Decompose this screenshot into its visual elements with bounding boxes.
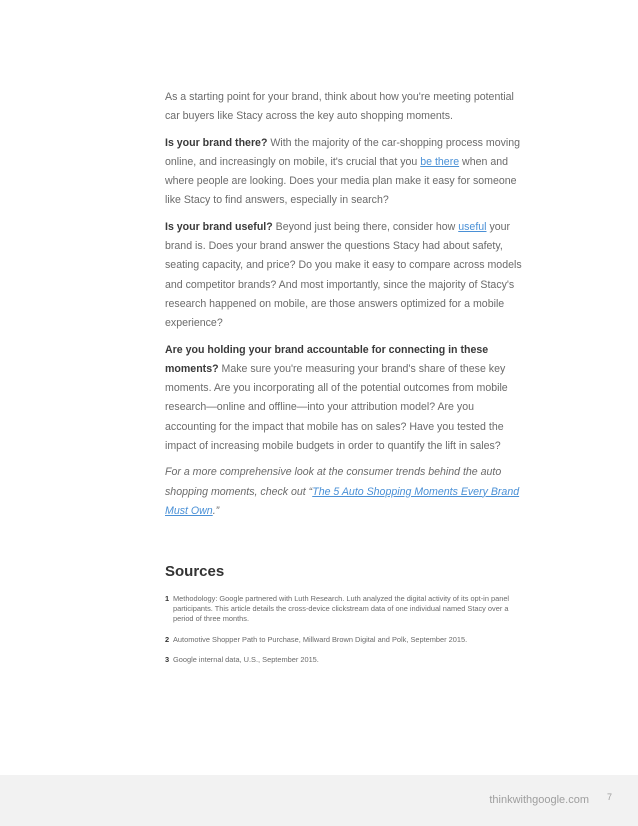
further-reading-text-a: For a more comprehensive look at the consumer trends behind the auto shopping moments, check out “ [165,466,502,498]
brand-accountable-text: Make sure you're measuring your brand's share of these key moments. Are you incorporating all of the potential outcomes from mobile research—online and offline—into your attribution model? Are you accounting for the impact that mobile has on sales? Have you tested the impact of increasing mobile budgets in order to quantify the lift in sales? [165,362,508,453]
source-text: Methodology: Google partnered with Luth Research. Luth analyzed the digital activity of its opt-in panel participants. This article details the cross-device clickstream data of one individual named Stacy over a period of three months. [173,594,510,624]
source-text: Google internal data, U.S., September 2015. [173,654,319,664]
brand-there-paragraph [165,134,527,211]
further-reading-paragraph [165,463,527,521]
brand-accountable-paragraph [165,341,527,457]
brand-accountable-heading: Are you holding your brand accountable for connecting in these moments? [165,343,489,375]
brand-useful-heading: Is your brand useful? [165,220,273,233]
brand-there-heading: Is your brand there? [165,136,268,149]
brand-useful-text-a: Beyond just being there, consider how [272,220,459,233]
be-there-link[interactable]: be there [420,155,460,168]
sources-list [165,594,525,675]
page-number: 7 [606,792,612,802]
intro-paragraph: As a starting point for your brand, think about how you're meeting potential car buyers like Stacy across the key auto shopping moments. [165,91,514,123]
useful-link[interactable]: useful [458,220,487,233]
source-item [165,655,525,665]
brand-there-text-b: when and where people are looking. Does your media plan make it easy for someone like Stacy to find answers, especially in search? [165,155,517,207]
article-body [165,88,527,528]
source-item [165,594,525,625]
source-item [165,635,525,645]
page-footer [0,775,638,826]
auto-shopping-moments-link[interactable]: The 5 Auto Shopping Moments Every Brand Must Own [165,485,520,517]
brand-there-text-a: With the majority of the car-shopping process moving online, and increasingly on mobile, it's crucial that you [165,136,521,168]
sources-title: Sources [165,563,225,580]
footer-site-link[interactable]: thinkwithgoogle.com [489,794,589,806]
source-number: 3 [165,654,170,664]
source-text: Automotive Shopper Path to Purchase, Millward Brown Digital and Polk, September 2015. [173,634,468,644]
source-number: 2 [165,634,170,644]
further-reading-text-b: .” [212,504,220,517]
brand-useful-paragraph [165,218,527,334]
source-number: 1 [165,594,170,603]
brand-useful-text-b: your brand is. Does your brand answer the questions Stacy had about safety, seating capacity, and price? Do you make it easy to compare across models and competitor brands? And most importantly, since the majority of Stacy's research happened on mobile, are those answers optimized for a mobile experience? [165,220,522,330]
